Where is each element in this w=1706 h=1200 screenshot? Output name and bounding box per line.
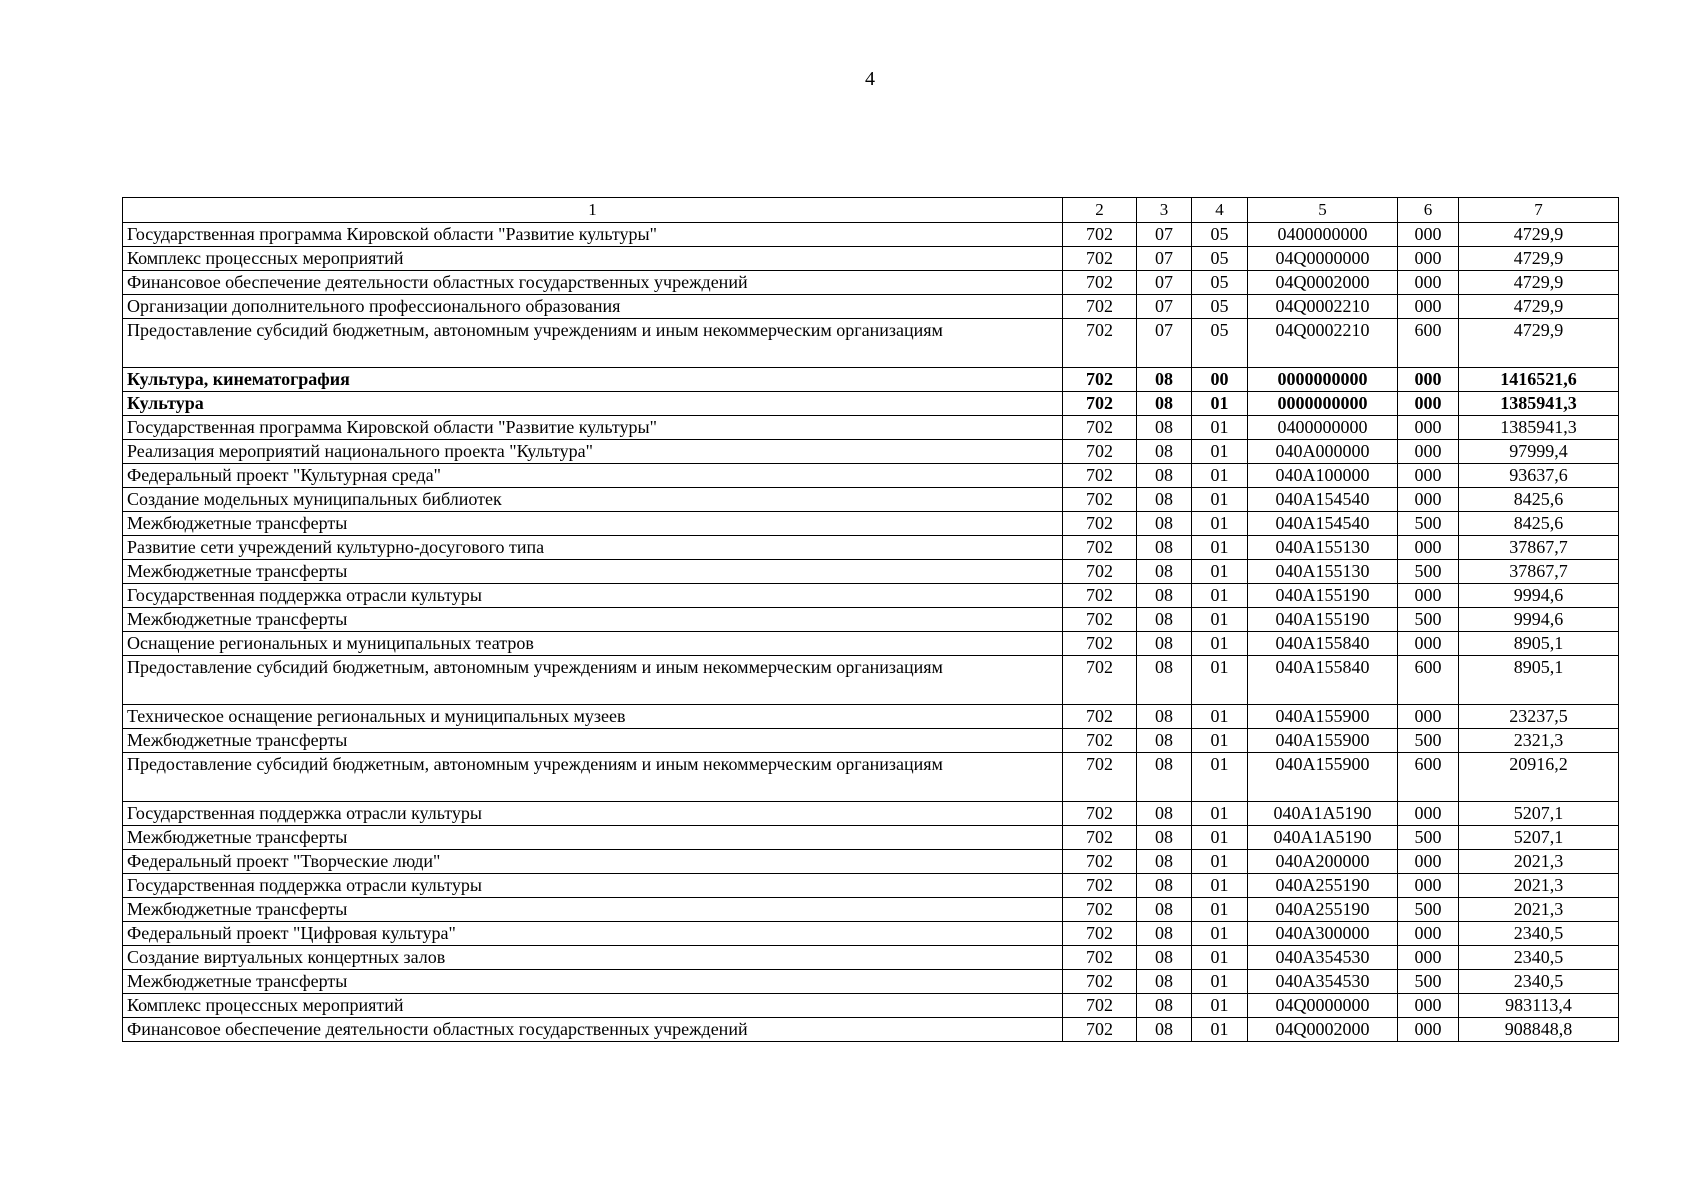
- row-code-section: 07: [1137, 319, 1192, 368]
- row-amount: 2340,5: [1459, 970, 1619, 994]
- row-name: Государственная программа Кировской области "Развитие культуры": [123, 416, 1063, 440]
- row-code-subsection: 01: [1192, 705, 1248, 729]
- row-code-section: 08: [1137, 608, 1192, 632]
- row-code-section: 08: [1137, 512, 1192, 536]
- row-code-target: 040A155900: [1248, 753, 1398, 802]
- row-code-target: 040A354530: [1248, 946, 1398, 970]
- row-code-ministry: 702: [1063, 392, 1137, 416]
- row-code-subsection: 01: [1192, 392, 1248, 416]
- row-code-section: 08: [1137, 656, 1192, 705]
- row-code-ministry: 702: [1063, 970, 1137, 994]
- row-amount: 23237,5: [1459, 705, 1619, 729]
- row-code-ministry: 702: [1063, 223, 1137, 247]
- table-row: [123, 632, 1619, 656]
- table-row: [123, 970, 1619, 994]
- row-code-ministry: 702: [1063, 560, 1137, 584]
- row-code-target: 040A155130: [1248, 560, 1398, 584]
- row-code-section: 07: [1137, 223, 1192, 247]
- row-code-section: 08: [1137, 922, 1192, 946]
- table-row: [123, 368, 1619, 392]
- row-amount: 93637,6: [1459, 464, 1619, 488]
- row-code-expense-type: 500: [1398, 512, 1459, 536]
- row-code-expense-type: 000: [1398, 802, 1459, 826]
- row-amount: 1385941,3: [1459, 392, 1619, 416]
- row-name: Создание виртуальных концертных залов: [123, 946, 1063, 970]
- table-row: [123, 223, 1619, 247]
- row-code-expense-type: 000: [1398, 874, 1459, 898]
- row-code-subsection: 01: [1192, 850, 1248, 874]
- row-code-section: 08: [1137, 1018, 1192, 1042]
- row-amount: 8425,6: [1459, 512, 1619, 536]
- row-name: Культура: [123, 392, 1063, 416]
- row-code-expense-type: 000: [1398, 488, 1459, 512]
- row-amount: 4729,9: [1459, 223, 1619, 247]
- row-name: Межбюджетные трансферты: [123, 512, 1063, 536]
- row-code-ministry: 702: [1063, 729, 1137, 753]
- row-code-subsection: 01: [1192, 729, 1248, 753]
- row-amount: 8905,1: [1459, 632, 1619, 656]
- row-code-target: 040A155900: [1248, 705, 1398, 729]
- row-code-subsection: 05: [1192, 271, 1248, 295]
- row-code-expense-type: 500: [1398, 729, 1459, 753]
- row-code-target: 0400000000: [1248, 416, 1398, 440]
- header-col-3: 3: [1137, 198, 1192, 223]
- row-code-section: 08: [1137, 440, 1192, 464]
- row-amount: 908848,8: [1459, 1018, 1619, 1042]
- row-name: Предоставление субсидий бюджетным, автономным учреждениям и иным некоммерческим организациям: [123, 656, 1063, 705]
- row-code-target: 040A200000: [1248, 850, 1398, 874]
- row-code-subsection: 01: [1192, 440, 1248, 464]
- table-row: [123, 271, 1619, 295]
- row-amount: 4729,9: [1459, 319, 1619, 368]
- table-row: [123, 392, 1619, 416]
- row-name: Межбюджетные трансферты: [123, 560, 1063, 584]
- row-code-expense-type: 000: [1398, 295, 1459, 319]
- page-number: 4: [865, 68, 875, 90]
- row-code-target: 04Q0002210: [1248, 319, 1398, 368]
- header-col-7: 7: [1459, 198, 1619, 223]
- header-col-5: 5: [1248, 198, 1398, 223]
- row-code-target: 04Q0002000: [1248, 1018, 1398, 1042]
- row-amount: 1385941,3: [1459, 416, 1619, 440]
- row-code-target: 04Q0002000: [1248, 271, 1398, 295]
- row-name: Государственная программа Кировской области "Развитие культуры": [123, 223, 1063, 247]
- header-col-6: 6: [1398, 198, 1459, 223]
- row-code-target: 040A155840: [1248, 656, 1398, 705]
- row-code-section: 08: [1137, 898, 1192, 922]
- row-code-subsection: 01: [1192, 826, 1248, 850]
- row-amount: 4729,9: [1459, 295, 1619, 319]
- table-row: [123, 826, 1619, 850]
- row-code-expense-type: 000: [1398, 392, 1459, 416]
- row-name: Межбюджетные трансферты: [123, 729, 1063, 753]
- header-col-1: 1: [123, 198, 1063, 223]
- row-code-subsection: 01: [1192, 994, 1248, 1018]
- row-code-section: 08: [1137, 802, 1192, 826]
- row-name: Оснащение региональных и муниципальных театров: [123, 632, 1063, 656]
- row-code-target: 040A354530: [1248, 970, 1398, 994]
- row-amount: 97999,4: [1459, 440, 1619, 464]
- row-code-subsection: 01: [1192, 512, 1248, 536]
- row-code-ministry: 702: [1063, 922, 1137, 946]
- table-row: [123, 536, 1619, 560]
- row-code-subsection: 01: [1192, 536, 1248, 560]
- row-code-ministry: 702: [1063, 994, 1137, 1018]
- row-name: Государственная поддержка отрасли культуры: [123, 874, 1063, 898]
- row-code-expense-type: 000: [1398, 632, 1459, 656]
- row-code-target: 040A1A5190: [1248, 826, 1398, 850]
- row-amount: 9994,6: [1459, 608, 1619, 632]
- budget-table: [122, 197, 1619, 1042]
- row-code-ministry: 702: [1063, 608, 1137, 632]
- row-code-ministry: 702: [1063, 802, 1137, 826]
- row-code-section: 08: [1137, 392, 1192, 416]
- row-code-target: 04Q0000000: [1248, 247, 1398, 271]
- row-amount: 2340,5: [1459, 922, 1619, 946]
- row-code-subsection: 01: [1192, 874, 1248, 898]
- table-row: [123, 440, 1619, 464]
- row-code-section: 08: [1137, 826, 1192, 850]
- row-code-target: 040A154540: [1248, 512, 1398, 536]
- row-code-subsection: 01: [1192, 1018, 1248, 1042]
- row-amount: 37867,7: [1459, 560, 1619, 584]
- table-row: [123, 874, 1619, 898]
- row-code-expense-type: 000: [1398, 440, 1459, 464]
- row-code-subsection: 01: [1192, 656, 1248, 705]
- row-code-target: 0400000000: [1248, 223, 1398, 247]
- row-code-subsection: 01: [1192, 802, 1248, 826]
- row-code-section: 07: [1137, 295, 1192, 319]
- row-code-subsection: 01: [1192, 970, 1248, 994]
- row-code-expense-type: 500: [1398, 560, 1459, 584]
- table-row: [123, 584, 1619, 608]
- row-code-subsection: 01: [1192, 922, 1248, 946]
- row-code-ministry: 702: [1063, 319, 1137, 368]
- row-code-target: 0000000000: [1248, 368, 1398, 392]
- row-code-expense-type: 000: [1398, 536, 1459, 560]
- row-code-ministry: 702: [1063, 898, 1137, 922]
- row-code-section: 08: [1137, 874, 1192, 898]
- table-row: [123, 247, 1619, 271]
- row-code-target: 040A155900: [1248, 729, 1398, 753]
- row-amount: 4729,9: [1459, 247, 1619, 271]
- header-row: [123, 198, 1619, 223]
- row-code-expense-type: 000: [1398, 946, 1459, 970]
- row-code-section: 08: [1137, 753, 1192, 802]
- row-code-section: 07: [1137, 271, 1192, 295]
- row-code-ministry: 702: [1063, 850, 1137, 874]
- row-code-subsection: 01: [1192, 898, 1248, 922]
- row-code-target: 040A155840: [1248, 632, 1398, 656]
- row-code-subsection: 01: [1192, 946, 1248, 970]
- table-row: [123, 512, 1619, 536]
- row-code-section: 08: [1137, 632, 1192, 656]
- row-code-expense-type: 600: [1398, 656, 1459, 705]
- row-code-section: 07: [1137, 247, 1192, 271]
- row-code-target: 040A155190: [1248, 608, 1398, 632]
- row-amount: 2021,3: [1459, 898, 1619, 922]
- table-row: [123, 946, 1619, 970]
- row-amount: 4729,9: [1459, 271, 1619, 295]
- row-amount: 2021,3: [1459, 850, 1619, 874]
- row-code-section: 08: [1137, 368, 1192, 392]
- row-code-subsection: 01: [1192, 632, 1248, 656]
- row-code-expense-type: 000: [1398, 994, 1459, 1018]
- row-code-ministry: 702: [1063, 536, 1137, 560]
- table-row: [123, 729, 1619, 753]
- row-code-target: 040A154540: [1248, 488, 1398, 512]
- table-row: [123, 560, 1619, 584]
- row-name: Государственная поддержка отрасли культуры: [123, 584, 1063, 608]
- row-code-expense-type: 500: [1398, 898, 1459, 922]
- row-amount: 9994,6: [1459, 584, 1619, 608]
- row-code-expense-type: 000: [1398, 584, 1459, 608]
- row-name: Развитие сети учреждений культурно-досугового типа: [123, 536, 1063, 560]
- table-row: [123, 753, 1619, 802]
- row-amount: 8425,6: [1459, 488, 1619, 512]
- row-code-expense-type: 500: [1398, 970, 1459, 994]
- row-code-expense-type: 600: [1398, 753, 1459, 802]
- row-code-ministry: 702: [1063, 632, 1137, 656]
- row-amount: 2021,3: [1459, 874, 1619, 898]
- row-code-target: 040A1A5190: [1248, 802, 1398, 826]
- row-code-ministry: 702: [1063, 705, 1137, 729]
- row-code-ministry: 702: [1063, 826, 1137, 850]
- row-code-expense-type: 000: [1398, 416, 1459, 440]
- row-name: Финансовое обеспечение деятельности областных государственных учреждений: [123, 1018, 1063, 1042]
- row-code-section: 08: [1137, 416, 1192, 440]
- row-amount: 5207,1: [1459, 826, 1619, 850]
- row-code-target: 040A000000: [1248, 440, 1398, 464]
- row-code-ministry: 702: [1063, 247, 1137, 271]
- row-code-subsection: 01: [1192, 488, 1248, 512]
- row-name: Создание модельных муниципальных библиотек: [123, 488, 1063, 512]
- row-code-target: 040A255190: [1248, 874, 1398, 898]
- row-name: Организации дополнительного профессионального образования: [123, 295, 1063, 319]
- row-code-subsection: 01: [1192, 584, 1248, 608]
- row-code-expense-type: 500: [1398, 826, 1459, 850]
- row-code-section: 08: [1137, 584, 1192, 608]
- row-code-section: 08: [1137, 946, 1192, 970]
- table-row: [123, 850, 1619, 874]
- row-code-subsection: 01: [1192, 560, 1248, 584]
- row-name: Культура, кинематография: [123, 368, 1063, 392]
- row-code-subsection: 01: [1192, 608, 1248, 632]
- table-row: [123, 295, 1619, 319]
- table-row: [123, 1018, 1619, 1042]
- table-row: [123, 608, 1619, 632]
- row-code-ministry: 702: [1063, 488, 1137, 512]
- row-code-target: 040A300000: [1248, 922, 1398, 946]
- row-amount: 983113,4: [1459, 994, 1619, 1018]
- row-code-target: 04Q0002210: [1248, 295, 1398, 319]
- row-code-subsection: 05: [1192, 223, 1248, 247]
- row-code-section: 08: [1137, 536, 1192, 560]
- row-code-section: 08: [1137, 970, 1192, 994]
- row-name: Межбюджетные трансферты: [123, 608, 1063, 632]
- table-row: [123, 922, 1619, 946]
- row-code-section: 08: [1137, 464, 1192, 488]
- table-row: [123, 656, 1619, 705]
- row-code-subsection: 01: [1192, 753, 1248, 802]
- row-code-expense-type: 000: [1398, 850, 1459, 874]
- row-code-ministry: 702: [1063, 464, 1137, 488]
- row-name: Межбюджетные трансферты: [123, 970, 1063, 994]
- row-code-ministry: 702: [1063, 295, 1137, 319]
- row-code-ministry: 702: [1063, 271, 1137, 295]
- table-row: [123, 319, 1619, 368]
- row-code-target: 040A155130: [1248, 536, 1398, 560]
- row-code-target: 040A100000: [1248, 464, 1398, 488]
- row-code-ministry: 702: [1063, 656, 1137, 705]
- row-amount: 5207,1: [1459, 802, 1619, 826]
- row-code-expense-type: 000: [1398, 223, 1459, 247]
- row-code-expense-type: 000: [1398, 464, 1459, 488]
- row-code-subsection: 05: [1192, 295, 1248, 319]
- row-amount: 37867,7: [1459, 536, 1619, 560]
- table-body: [123, 223, 1619, 1042]
- row-code-target: 04Q0000000: [1248, 994, 1398, 1018]
- row-name: Федеральный проект "Цифровая культура": [123, 922, 1063, 946]
- table-row: [123, 994, 1619, 1018]
- row-code-ministry: 702: [1063, 512, 1137, 536]
- row-name: Предоставление субсидий бюджетным, автономным учреждениям и иным некоммерческим организациям: [123, 319, 1063, 368]
- table-row: [123, 705, 1619, 729]
- row-code-section: 08: [1137, 705, 1192, 729]
- row-code-ministry: 702: [1063, 1018, 1137, 1042]
- table-row: [123, 464, 1619, 488]
- row-name: Федеральный проект "Культурная среда": [123, 464, 1063, 488]
- row-code-subsection: 00: [1192, 368, 1248, 392]
- row-amount: 2321,3: [1459, 729, 1619, 753]
- row-amount: 8905,1: [1459, 656, 1619, 705]
- row-name: Межбюджетные трансферты: [123, 898, 1063, 922]
- header-col-2: 2: [1063, 198, 1137, 223]
- row-amount: 2340,5: [1459, 946, 1619, 970]
- row-code-expense-type: 600: [1398, 319, 1459, 368]
- table-row: [123, 488, 1619, 512]
- row-name: Комплекс процессных мероприятий: [123, 994, 1063, 1018]
- row-code-section: 08: [1137, 994, 1192, 1018]
- row-code-ministry: 702: [1063, 874, 1137, 898]
- row-code-ministry: 702: [1063, 416, 1137, 440]
- row-name: Техническое оснащение региональных и муниципальных музеев: [123, 705, 1063, 729]
- row-code-ministry: 702: [1063, 440, 1137, 464]
- row-code-subsection: 05: [1192, 319, 1248, 368]
- table-row: [123, 416, 1619, 440]
- header-col-4: 4: [1192, 198, 1248, 223]
- row-code-expense-type: 000: [1398, 247, 1459, 271]
- table-row: [123, 802, 1619, 826]
- row-code-section: 08: [1137, 560, 1192, 584]
- row-code-expense-type: 000: [1398, 1018, 1459, 1042]
- row-code-expense-type: 500: [1398, 608, 1459, 632]
- row-code-subsection: 05: [1192, 247, 1248, 271]
- row-amount: 20916,2: [1459, 753, 1619, 802]
- table-row: [123, 898, 1619, 922]
- row-code-ministry: 702: [1063, 584, 1137, 608]
- row-name: Государственная поддержка отрасли культуры: [123, 802, 1063, 826]
- row-code-ministry: 702: [1063, 946, 1137, 970]
- row-name: Межбюджетные трансферты: [123, 826, 1063, 850]
- row-code-target: 040A155190: [1248, 584, 1398, 608]
- row-name: Федеральный проект "Творческие люди": [123, 850, 1063, 874]
- row-name: Комплекс процессных мероприятий: [123, 247, 1063, 271]
- row-code-section: 08: [1137, 488, 1192, 512]
- row-code-ministry: 702: [1063, 753, 1137, 802]
- row-code-section: 08: [1137, 729, 1192, 753]
- row-name: Предоставление субсидий бюджетным, автономным учреждениям и иным некоммерческим организациям: [123, 753, 1063, 802]
- row-amount: 1416521,6: [1459, 368, 1619, 392]
- row-code-subsection: 01: [1192, 464, 1248, 488]
- row-code-expense-type: 000: [1398, 368, 1459, 392]
- row-code-target: 0000000000: [1248, 392, 1398, 416]
- row-code-target: 040A255190: [1248, 898, 1398, 922]
- row-name: Финансовое обеспечение деятельности областных государственных учреждений: [123, 271, 1063, 295]
- row-name: Реализация мероприятий национального проекта "Культура": [123, 440, 1063, 464]
- row-code-ministry: 702: [1063, 368, 1137, 392]
- row-code-expense-type: 000: [1398, 705, 1459, 729]
- row-code-section: 08: [1137, 850, 1192, 874]
- row-code-expense-type: 000: [1398, 922, 1459, 946]
- row-code-subsection: 01: [1192, 416, 1248, 440]
- row-code-expense-type: 000: [1398, 271, 1459, 295]
